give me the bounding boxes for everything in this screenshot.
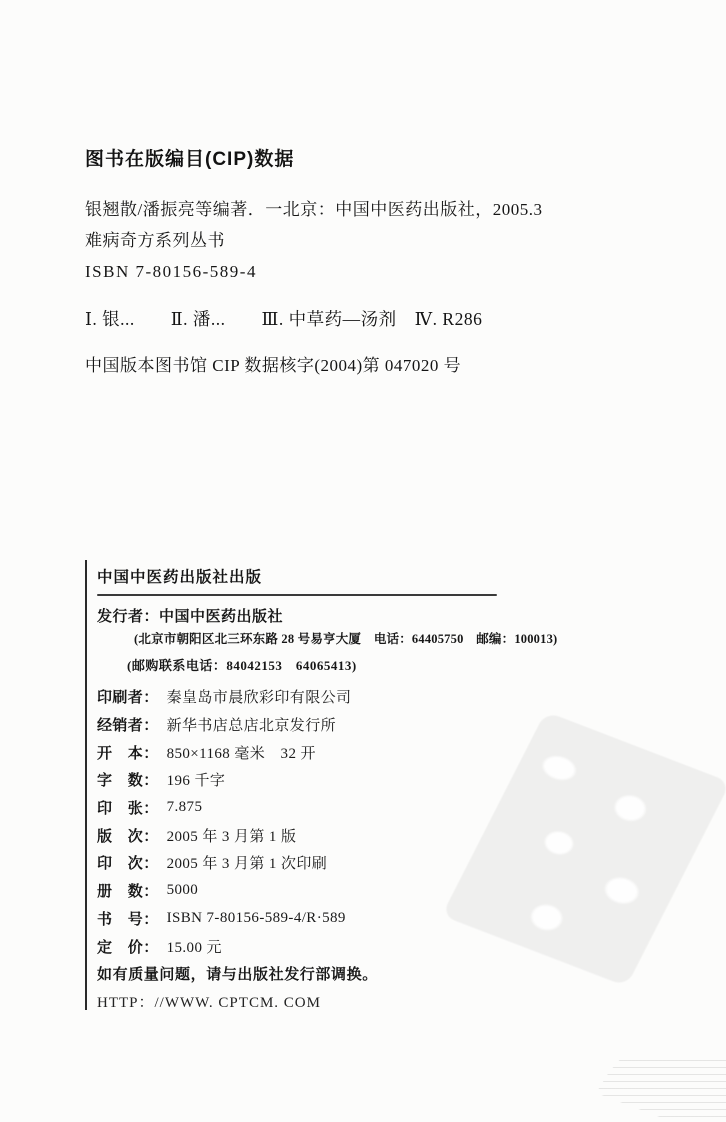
row-value: 2005 年 3 月第 1 次印刷 [166,856,328,873]
row-label: 版 次： [97,828,159,845]
row-value: 15.00 元 [166,939,222,956]
row-value: ISBN 7-80156-589-4/R·589 [166,909,346,926]
cip-description-block [85,194,542,287]
horizontal-rule [97,594,497,596]
cip-classification-line: Ⅰ. 银... Ⅱ. 潘... Ⅲ. 中草药—汤剂 Ⅳ. R286 [85,309,483,329]
row-label: 开 本： [97,745,159,762]
row-value: 196 千字 [166,773,226,790]
publisher-url-line: HTTP：//WWW. CPTCM. COM [97,994,321,1011]
row-value: 850×1168 毫米 32 开 [166,745,316,762]
row-label: 册 数： [97,884,159,901]
publisher-line: 中国中医药出版社出版 [97,569,263,586]
row-label: 印 次： [97,856,159,873]
issuer-value: 中国中医药出版社 [159,609,284,625]
row-label: 书 号： [97,911,159,928]
row-value: 2005 年 3 月第 1 版 [166,828,297,845]
publisher-address-line: (北京市朝阳区北三环东路 28 号易亨大厦 电话：64405750 邮编：100013) [134,632,558,646]
issuer-row [97,605,691,626]
row-value: 5000 [166,882,199,899]
issuer-label: 发行者： [97,609,160,625]
row-value: 7.875 [166,799,203,816]
mail-order-phone-line: (邮购联系电话：84042153 64065413) [127,658,357,673]
quality-notice-line: 如有质量问题，请与出版社发行部调换。 [97,967,378,984]
row-value: 新华书店总店北京发行所 [166,718,337,735]
cip-bibliographic-line: 银翘散/潘振亮等编著．一北京：中国中医药出版社，2005.3 [85,200,543,219]
series-name-line: 难病奇方系列丛书 [85,231,225,250]
row-label: 印 张： [97,801,159,818]
cip-record-number-line: 中国版本图书馆 CIP 数据核字(2004)第 047020 号 [85,356,462,375]
printer-row [97,683,691,711]
row-label: 印刷者： [97,690,159,707]
isbn-line: ISBN 7-80156-589-4 [85,262,257,281]
scan-artifact [596,1060,726,1120]
cip-data-title: 图书在版编目(CIP)数据 [85,149,295,170]
row-label: 字 数： [97,773,159,790]
row-label: 经销者： [97,718,159,735]
row-value: 秦皇岛市晨欣彩印有限公司 [166,690,352,707]
row-label: 定 价： [97,939,159,956]
